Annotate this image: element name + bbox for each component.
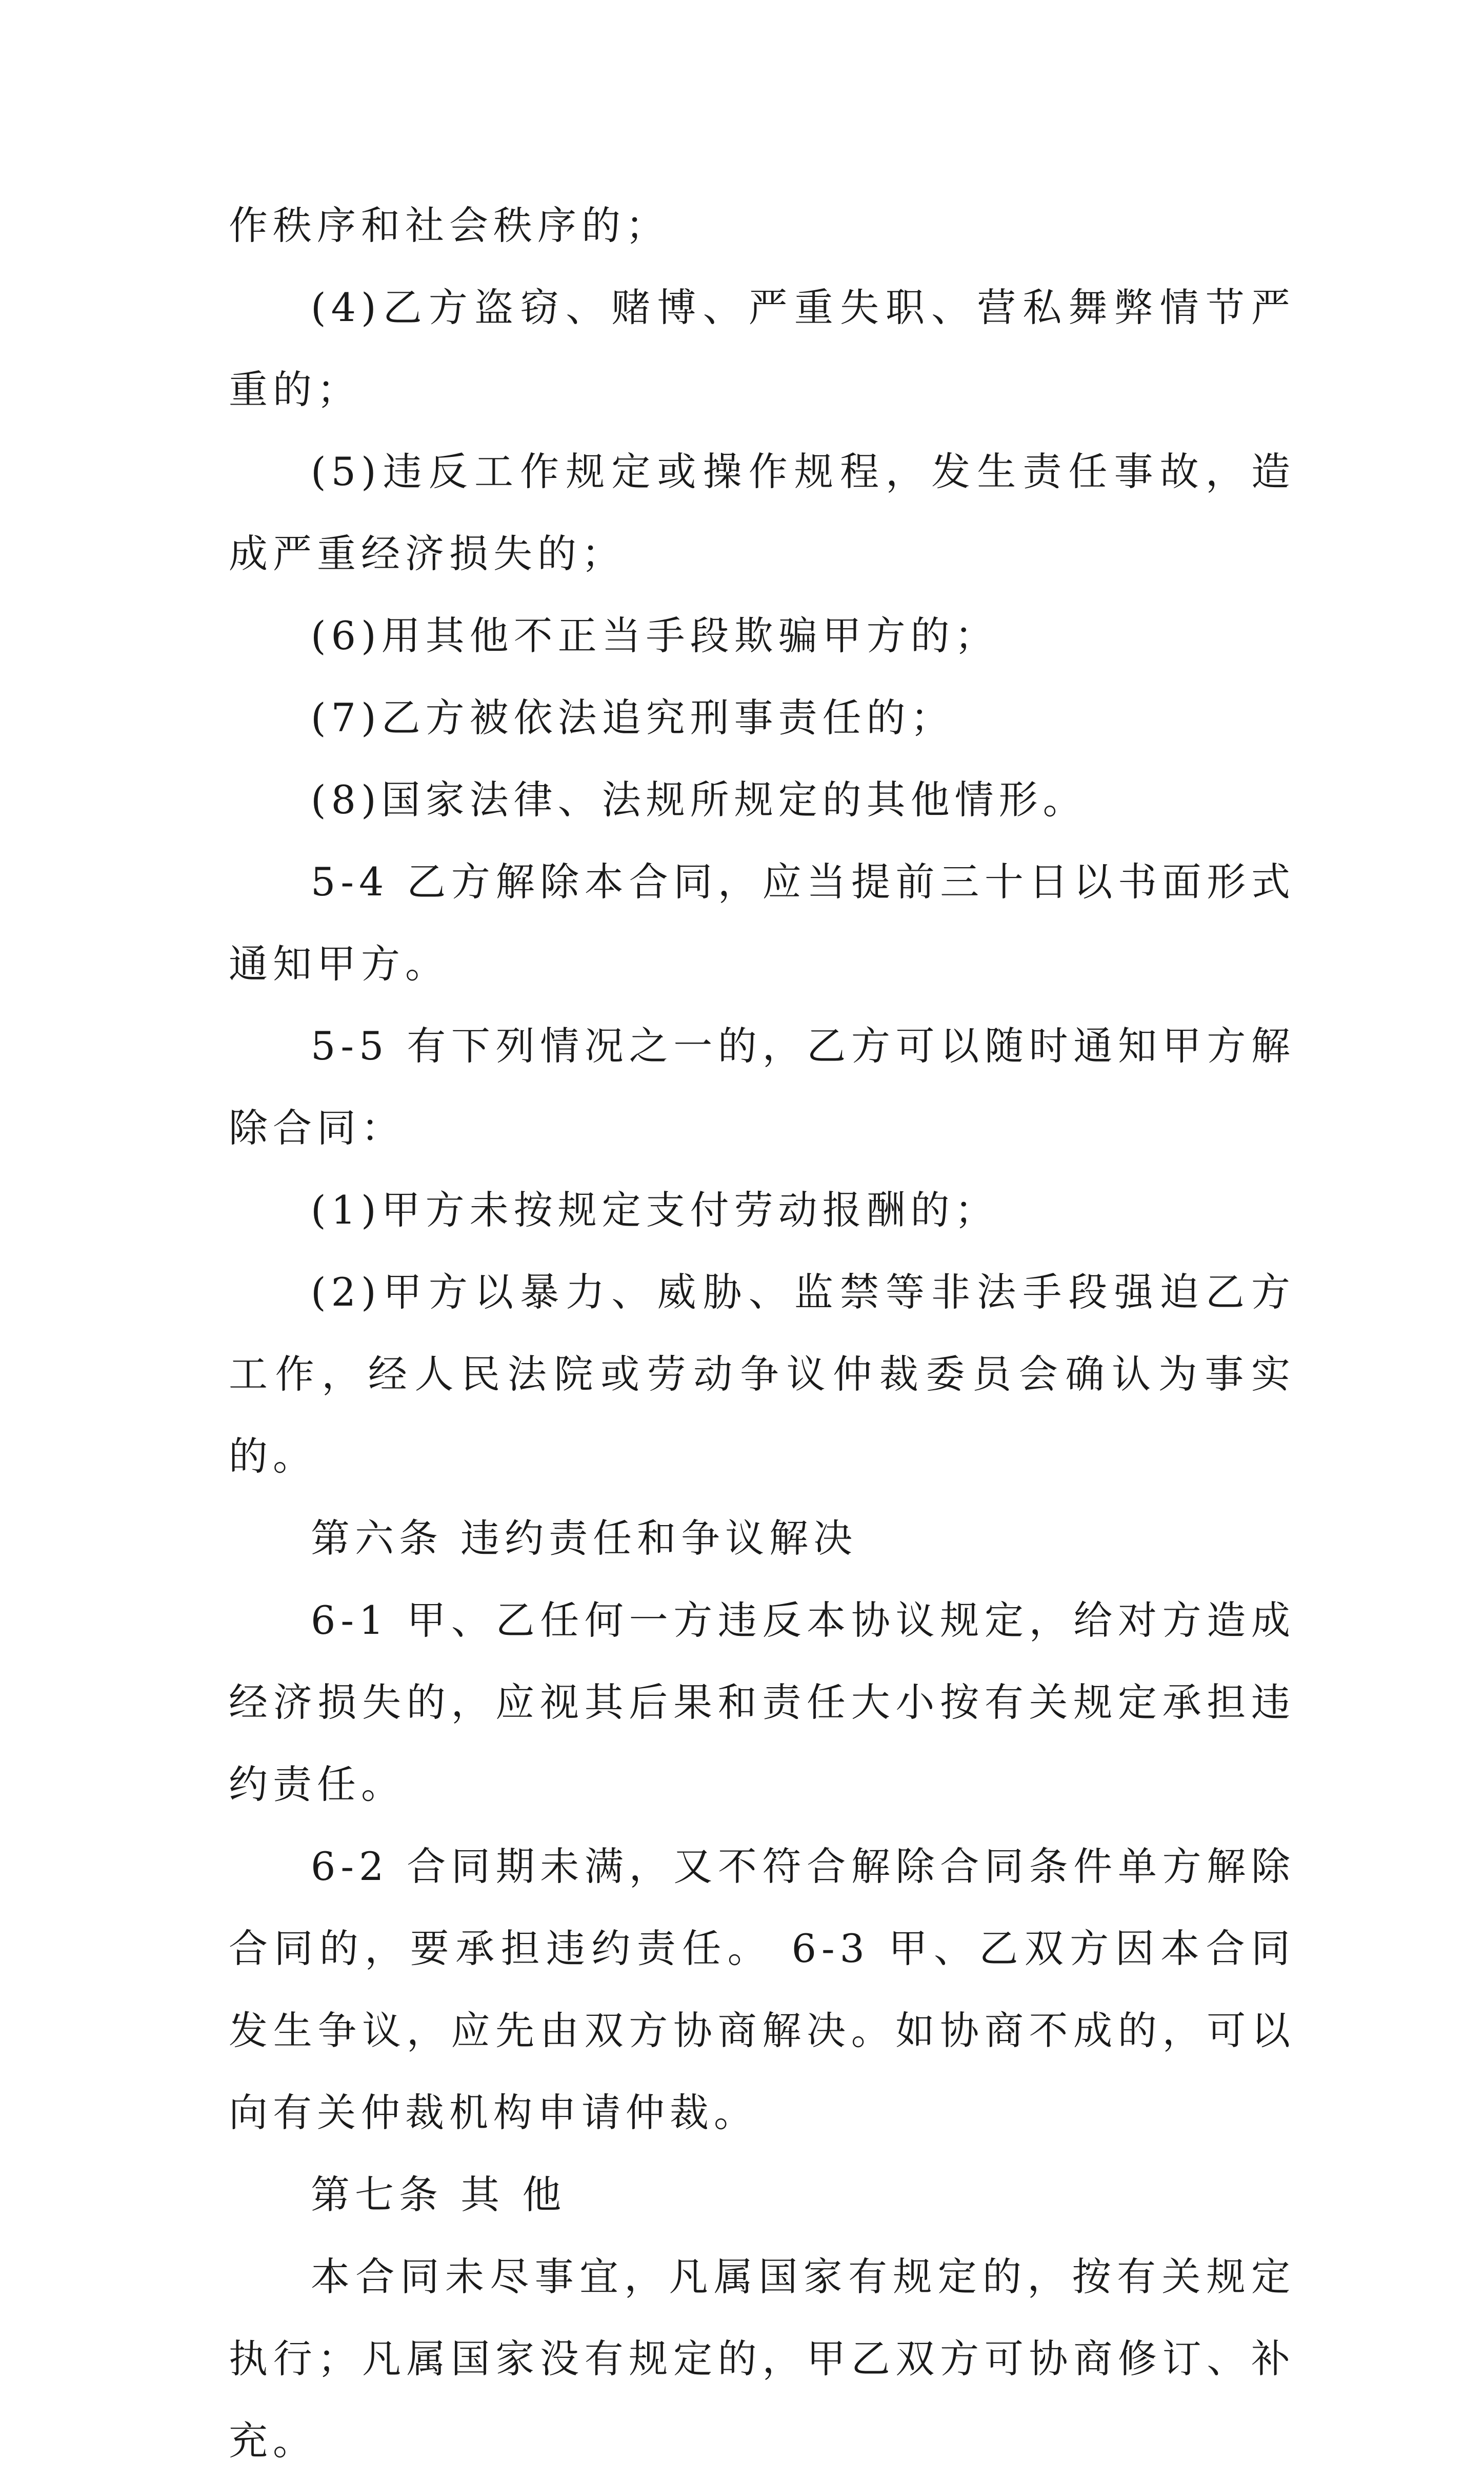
clause-5-5-item-1: (1)甲方未按规定支付劳动报酬的； [311,1187,999,1233]
paragraph-continuation: 作秩序和社会秩序的； [229,203,670,248]
clause-5-5: 5-5 有下列情况之一的，乙方可以随时通知甲方解除合同： [229,1023,1295,1151]
clause-5-5-item-2: (2)甲方以暴力、威胁、监禁等非法手段强迫乙方工作，经人民法院或劳动争议仲裁委员会确认为事实的。 [229,1269,1295,1479]
document-body [229,185,1295,2482]
clause-5-4: 5-4 乙方解除本合同，应当提前三十日以书面形式通知甲方。 [229,859,1295,987]
clause-item-5: (5)违反工作规定或操作规程，发生责任事故，造成严重经济损失的； [229,449,1295,576]
clause-item-8: (8)国家法律、法规所规定的其他情形。 [311,777,1087,823]
clause-6-1: 6-1 甲、乙任何一方违反本协议规定，给对方造成经济损失的，应视其后果和责任大小按有关规定承担违约责任。 [229,1597,1295,1807]
clause-item-6: (6)用其他不正当手段欺骗甲方的； [311,613,999,658]
clause-article-7-body: 本合同未尽事宜，凡属国家有规定的，按有关规定执行；凡属国家没有规定的，甲乙双方可协商修订、补充。 [229,2254,1295,2464]
clause-item-4: (4)乙方盗窃、赌博、严重失职、营私舞弊情节严重的； [229,285,1295,412]
section-heading-article-6: 第六条 违约责任和争议解决 [311,1515,858,1561]
section-heading-article-7: 第七条 其 他 [311,2172,567,2217]
clause-6-2-6-3: 6-2 合同期未满，又不符合解除合同条件单方解除合同的，要承担违约责任。 6-3 甲、乙双方因本合同发生争议，应先由双方协商解决。如协商不成的，可以向有关仲裁机构申请仲裁。 [229,1844,1295,2135]
clause-item-7: (7)乙方被依法追究刑事责任的； [311,695,955,740]
